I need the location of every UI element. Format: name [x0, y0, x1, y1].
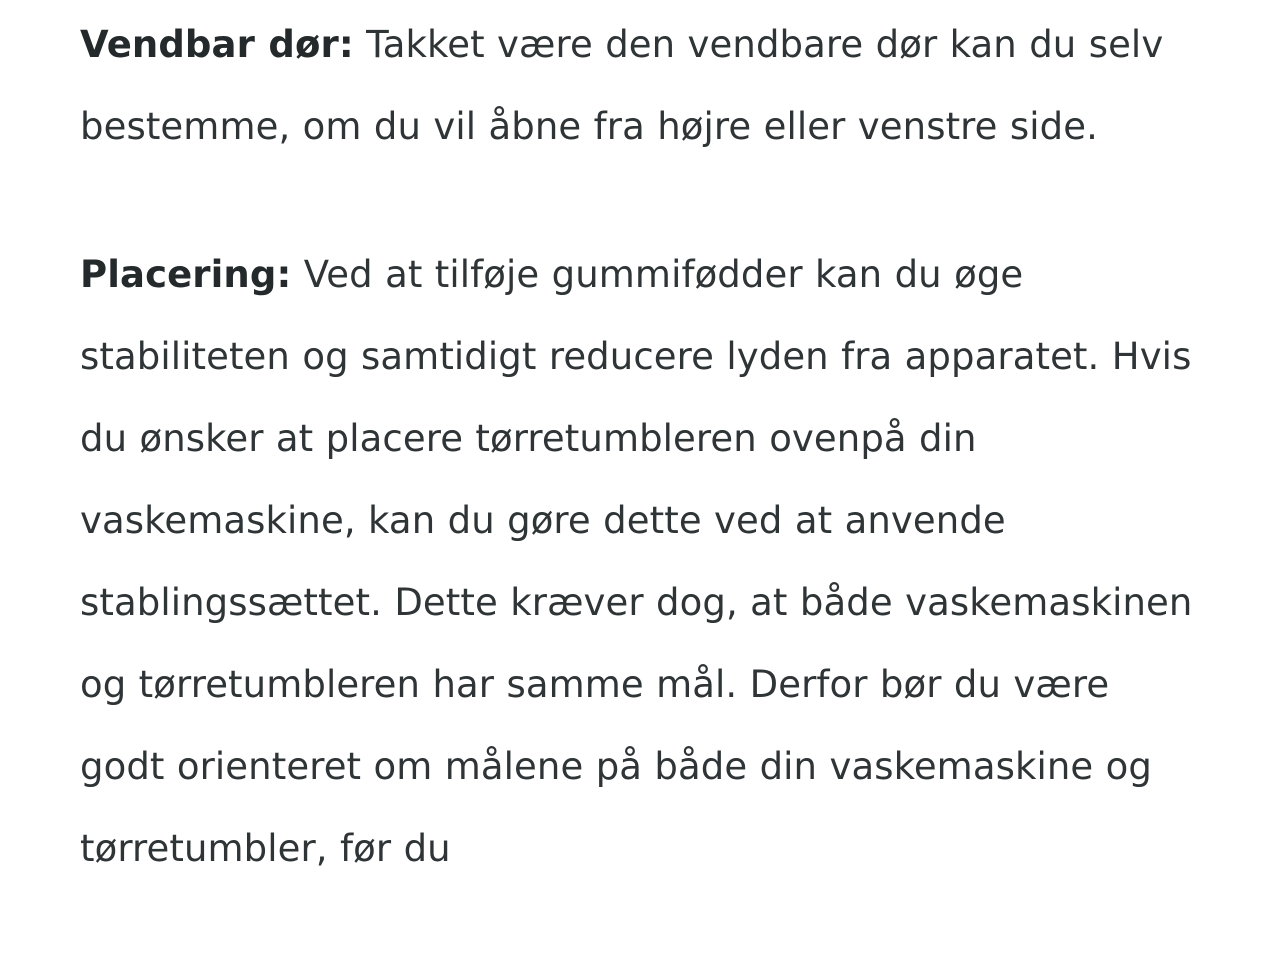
article-body: [80, 0, 1200, 890]
paragraph-lead-label: Vendbar dør:: [80, 23, 354, 66]
paragraph-placering: [80, 234, 1200, 890]
paragraph-vendbar-dor: [80, 4, 1200, 168]
paragraph-text: Ved at tilføje gummifødder kan du øge stabiliteten og samtidigt reducere lyden fra apparatet. Hvis du ønsker at placere tørretumbleren ovenpå din vaskemaskine, kan du gøre dette ved at anvende stablingssættet. Dette kræver dog, at både vaskemaskinen og tørretumbleren har samme mål. Derfor bør du være godt orienteret om målene på både din vaskemaskine og tørretumbler, før du: [80, 253, 1193, 870]
paragraph-lead-label: Placering:: [80, 253, 292, 296]
paragraph-text: Takket være den vendbare dør kan du selv bestemme, om du vil åbne fra højre eller venstre side.: [80, 23, 1164, 148]
